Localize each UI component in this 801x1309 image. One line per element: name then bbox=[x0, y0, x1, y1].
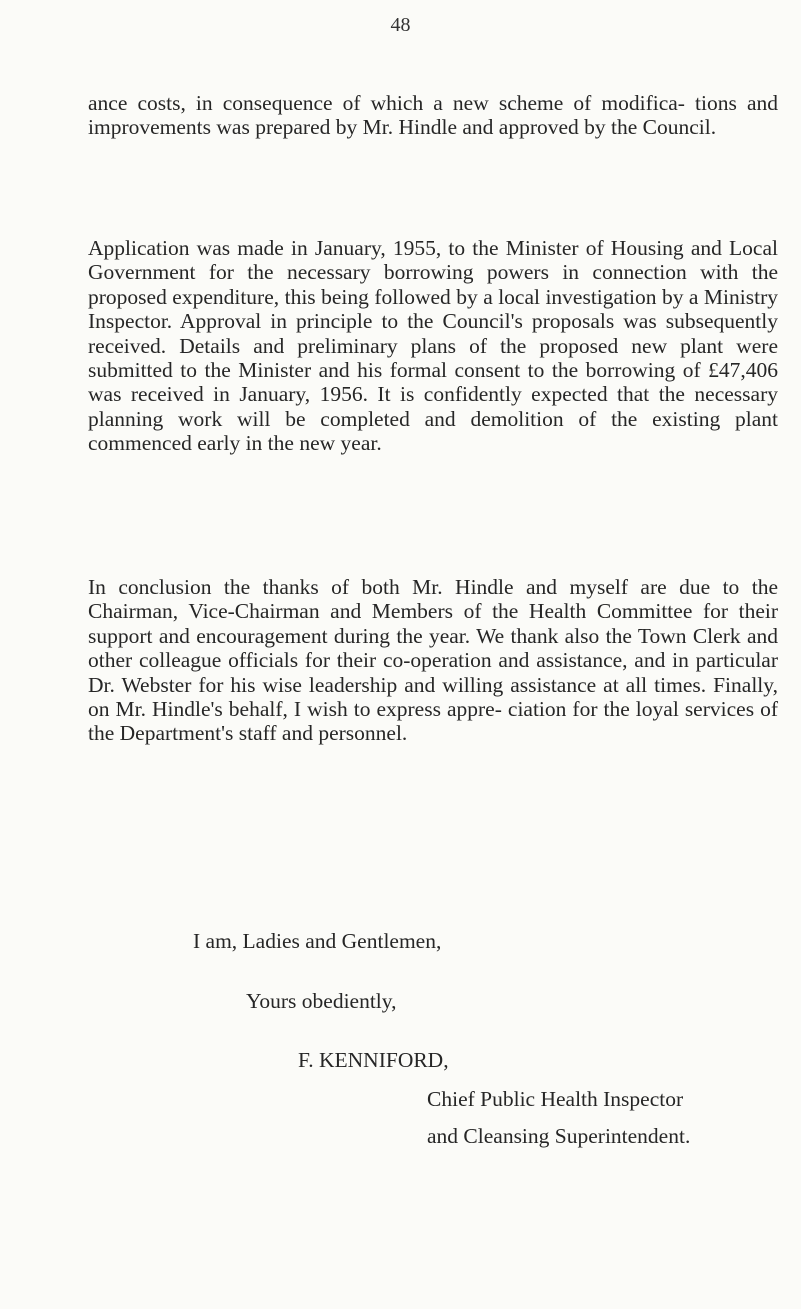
signatory-title-line2: and Cleansing Superintendent. bbox=[427, 1124, 691, 1148]
valediction: Yours obediently, bbox=[246, 989, 397, 1013]
paragraph-application: Application was made in January, 1955, to the Minister of Housing and Local Government for the necessary borrowing powers in connection with the proposed expenditure, this being followed by a local investigation by a Ministry Inspector. Approval in principle to the Council's proposals was subsequently received. Details and preliminary plans of the proposed new plant were submitted to the Minister and his formal consent to the borrowing of £47,406 was received in January, 1956. It is confidently expected that the necessary planning work will be completed and demolition of the existing plant commenced early in the new year. bbox=[88, 236, 778, 456]
page-number: 48 bbox=[390, 14, 411, 36]
paragraph-conclusion: In conclusion the thanks of both Mr. Hindle and myself are due to the Chairman, Vice-Chairman and Members of the Health Committee for their support and encouragement during the year. We thank also the Town Clerk and other colleague officials for their co-operation and assistance, and in particular Dr. Webster for his wise leadership and willing assistance at all times. Finally, on Mr. Hindle's behalf, I wish to express appre- ciation for the loyal services of the Department's staff and personnel. bbox=[88, 575, 778, 746]
signatory-name: F. KENNIFORD, bbox=[298, 1048, 449, 1072]
signatory-title-line1: Chief Public Health Inspector bbox=[427, 1087, 684, 1111]
paragraph-continuation: ance costs, in consequence of which a new scheme of modifica- tions and improvements was prepared by Mr. Hindle and approved by the Council. bbox=[88, 91, 778, 140]
closing-line: I am, Ladies and Gentlemen, bbox=[193, 929, 442, 953]
